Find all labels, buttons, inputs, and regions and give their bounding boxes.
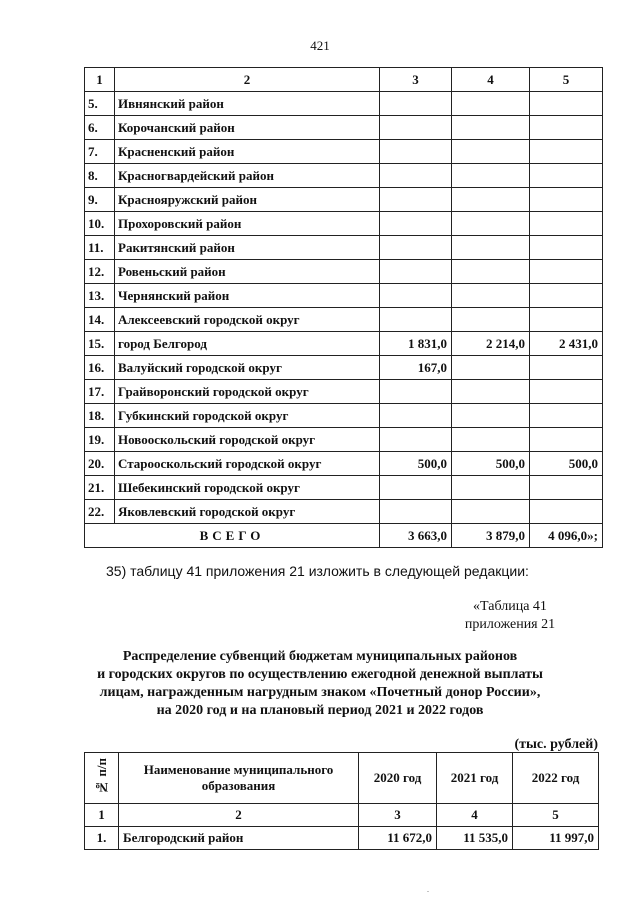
total-label: ВСЕГО (85, 524, 380, 548)
table-row (85, 452, 603, 476)
value-2022 (530, 164, 603, 188)
row-number: 6. (85, 116, 115, 140)
value-2020 (380, 140, 452, 164)
value-2022 (530, 212, 603, 236)
table-reference-line: приложения 21 (464, 617, 556, 632)
subvention-table-continued (84, 67, 603, 548)
units-label: (тыс. рублей) (514, 737, 598, 752)
value-2021 (452, 284, 530, 308)
table-header-row (85, 68, 603, 92)
table-title-line: Распределение субвенций бюджетам муниципальных районов (122, 649, 518, 664)
value-2020 (380, 188, 452, 212)
table-row (85, 92, 603, 116)
table-row (85, 260, 603, 284)
row-number: 18. (85, 404, 115, 428)
row-number: 12. (85, 260, 115, 284)
row-number: 7. (85, 140, 115, 164)
value-2021 (452, 380, 530, 404)
municipality-name: Ракитянский район (115, 236, 380, 260)
municipality-name: Шебекинский городской округ (115, 476, 380, 500)
value-2020 (380, 236, 452, 260)
total-value-2022: 4 096,0»; (530, 524, 603, 548)
value-2020: 500,0 (380, 452, 452, 476)
row-number: 13. (85, 284, 115, 308)
value-2022 (530, 404, 603, 428)
value-2022 (530, 500, 603, 524)
value-2020: 11 672,0 (359, 827, 437, 850)
total-row (85, 524, 603, 548)
row-number: 21. (85, 476, 115, 500)
header-num-label: № п/п (93, 757, 109, 795)
value-2020: 1 831,0 (380, 332, 452, 356)
municipality-name: Губкинский городской округ (115, 404, 380, 428)
row-number: 20. (85, 452, 115, 476)
header-cell: 5 (530, 68, 603, 92)
index-cell: 2 (119, 804, 359, 827)
table-row (85, 308, 603, 332)
table-row (85, 140, 603, 164)
value-2021 (452, 236, 530, 260)
value-2022 (530, 260, 603, 284)
municipality-name: Яковлевский городской округ (115, 500, 380, 524)
value-2021 (452, 404, 530, 428)
value-2021 (452, 92, 530, 116)
value-2020 (380, 476, 452, 500)
municipality-name: Ровеньский район (115, 260, 380, 284)
table-row (85, 188, 603, 212)
table-row (85, 428, 603, 452)
value-2022 (530, 284, 603, 308)
row-number: 17. (85, 380, 115, 404)
value-2020 (380, 404, 452, 428)
table-title (70, 648, 570, 720)
donor-subvention-table (84, 752, 599, 850)
value-2021: 2 214,0 (452, 332, 530, 356)
header-cell: 1 (85, 68, 115, 92)
total-value-2020: 3 663,0 (380, 524, 452, 548)
value-2022 (530, 308, 603, 332)
municipality-name: Ивнянский район (115, 92, 380, 116)
index-cell: 4 (437, 804, 513, 827)
table-row (85, 212, 603, 236)
municipality-name: Алексеевский городской округ (115, 308, 380, 332)
value-2020 (380, 212, 452, 236)
total-value-2021: 3 879,0 (452, 524, 530, 548)
value-2020 (380, 164, 452, 188)
column-index-row (85, 804, 599, 827)
value-2021 (452, 212, 530, 236)
index-cell: 1 (85, 804, 119, 827)
value-2022 (530, 428, 603, 452)
table-row (85, 236, 603, 260)
value-2020 (380, 116, 452, 140)
header-cell: 2 (115, 68, 380, 92)
value-2021 (452, 476, 530, 500)
value-2020 (380, 380, 452, 404)
value-2022 (530, 380, 603, 404)
value-2021 (452, 500, 530, 524)
table-row (85, 827, 599, 850)
table-title-line: лицам, награжденным нагрудным знаком «Почетный донор России», (99, 685, 541, 700)
header-cell: 3 (380, 68, 452, 92)
page-number: 421 (310, 38, 330, 53)
value-2020 (380, 92, 452, 116)
table-title-line: на 2020 год и на плановый период 2021 и 2022 годов (156, 703, 484, 718)
index-cell: 3 (359, 804, 437, 827)
municipality-name: Краснояружский район (115, 188, 380, 212)
municipality-name: Старооскольский городской округ (115, 452, 380, 476)
value-2020 (380, 284, 452, 308)
value-2021 (452, 164, 530, 188)
header-2021: 2021 год (437, 753, 513, 804)
value-2021 (452, 260, 530, 284)
table-row (85, 332, 603, 356)
municipality-name: Красненский район (115, 140, 380, 164)
municipality-name: Чернянский район (115, 284, 380, 308)
header-cell: 4 (452, 68, 530, 92)
row-number: 5. (85, 92, 115, 116)
municipality-name: Корочанский район (115, 116, 380, 140)
value-2021 (452, 356, 530, 380)
value-2021 (452, 140, 530, 164)
row-number: 9. (85, 188, 115, 212)
value-2021 (452, 308, 530, 332)
row-number: 8. (85, 164, 115, 188)
table-row (85, 116, 603, 140)
value-2020 (380, 500, 452, 524)
table-title-line: и городских округов по осуществлению ежегодной денежной выплаты (97, 667, 543, 682)
municipality-name: Грайворонский городской округ (115, 380, 380, 404)
value-2020 (380, 428, 452, 452)
value-2020 (380, 308, 452, 332)
value-2021: 500,0 (452, 452, 530, 476)
header-2020: 2020 год (359, 753, 437, 804)
row-number: 14. (85, 308, 115, 332)
municipality-name: Прохоровский район (115, 212, 380, 236)
table-row (85, 380, 603, 404)
value-2021 (452, 188, 530, 212)
municipality-name: Валуйский городской округ (115, 356, 380, 380)
municipality-name: Новооскольский городской округ (115, 428, 380, 452)
row-number: 16. (85, 356, 115, 380)
scan-mark: . (427, 885, 429, 894)
table-reference (440, 598, 580, 634)
value-2021 (452, 116, 530, 140)
value-2022 (530, 236, 603, 260)
table-row (85, 476, 603, 500)
row-number: 11. (85, 236, 115, 260)
header-name: Наименование муниципального образования (119, 753, 359, 804)
municipality-name: Красногвардейский район (115, 164, 380, 188)
table-header-row (85, 753, 599, 804)
table-row (85, 404, 603, 428)
header-2022: 2022 год (513, 753, 599, 804)
municipality-name: Белгородский район (119, 827, 359, 850)
row-number: 1. (85, 827, 119, 850)
value-2022 (530, 356, 603, 380)
municipality-name: город Белгород (115, 332, 380, 356)
row-number: 19. (85, 428, 115, 452)
row-number: 15. (85, 332, 115, 356)
value-2022: 500,0 (530, 452, 603, 476)
value-2020: 167,0 (380, 356, 452, 380)
header-num (85, 753, 119, 804)
value-2022 (530, 476, 603, 500)
value-2022 (530, 92, 603, 116)
row-number: 22. (85, 500, 115, 524)
index-cell: 5 (513, 804, 599, 827)
value-2022 (530, 188, 603, 212)
row-number: 10. (85, 212, 115, 236)
value-2021: 11 535,0 (437, 827, 513, 850)
table-row (85, 356, 603, 380)
value-2022 (530, 116, 603, 140)
table-row (85, 164, 603, 188)
table-row (85, 500, 603, 524)
table-row (85, 284, 603, 308)
value-2020 (380, 260, 452, 284)
value-2021 (452, 428, 530, 452)
value-2022 (530, 140, 603, 164)
table-reference-line: «Таблица 41 (473, 599, 547, 614)
value-2022: 11 997,0 (513, 827, 599, 850)
value-2022: 2 431,0 (530, 332, 603, 356)
amendment-paragraph: 35) таблицу 41 приложения 21 изложить в следующей редакции: (106, 563, 529, 579)
